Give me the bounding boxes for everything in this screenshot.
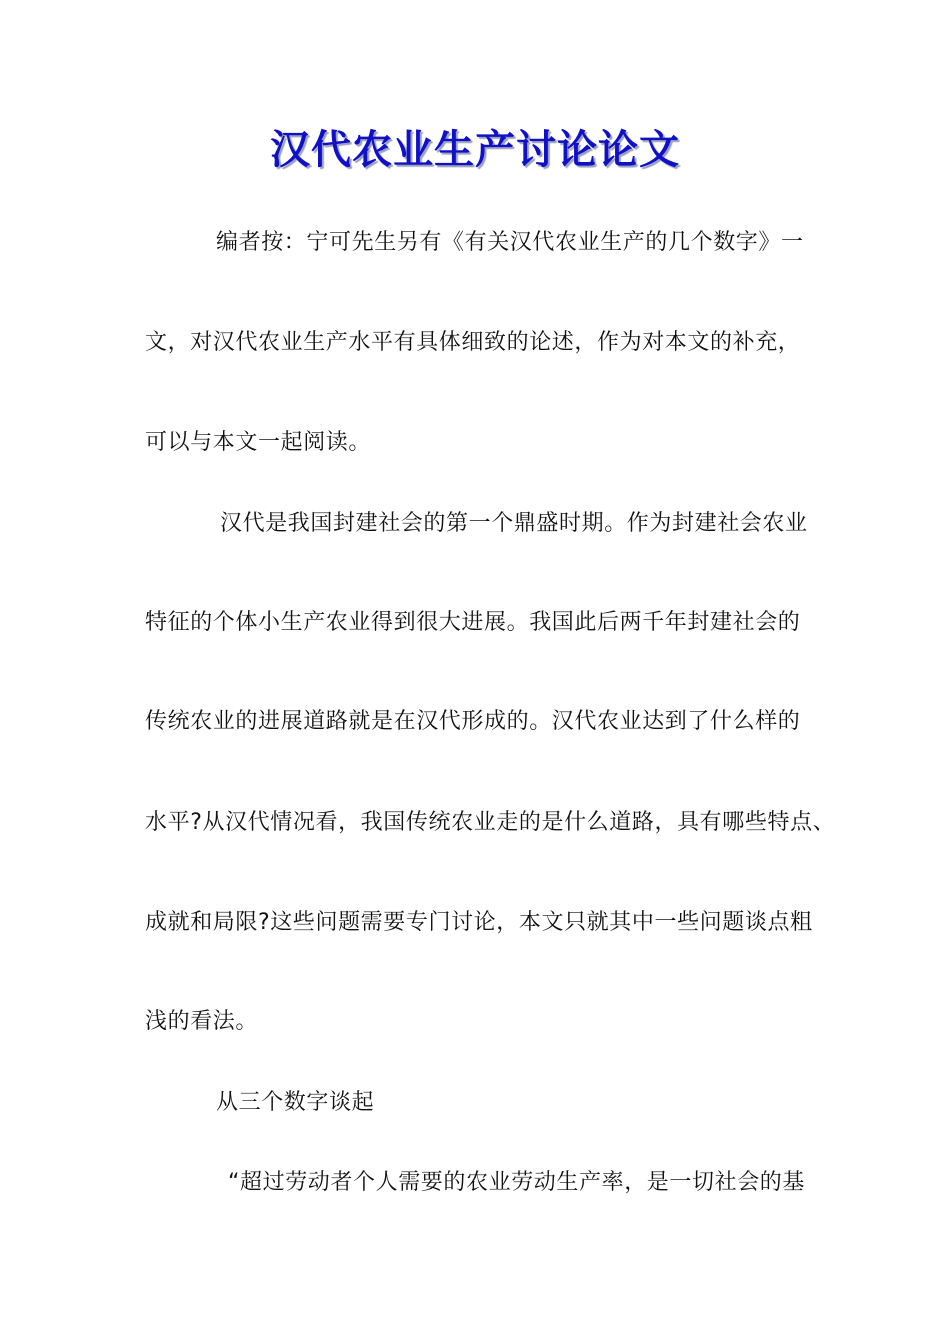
editor-note-line-1: 编者按：宁可先生另有《有关汉代农业生产的几个数字》一 xyxy=(216,230,804,255)
paragraph-line-4: 水平?从汉代情况看，我国传统农业走的是什么道路，具有哪些特点、 xyxy=(145,810,836,835)
paragraph-line-2: 特征的个体小生产农业得到很大进展。我国此后两千年封建社会的 xyxy=(145,610,801,635)
editor-note-line-3: 可以与本文一起阅读。 xyxy=(145,430,372,455)
paragraph-line-1: 汉代是我国封建社会的第一个鼎盛时期。作为封建社会农业 xyxy=(220,511,808,536)
section-heading: 从三个数字谈起 xyxy=(216,1090,375,1115)
paragraph-line-5: 成就和局限?这些问题需要专门讨论，本文只就其中一些问题谈点粗 xyxy=(145,910,813,935)
quote-line-1: “超过劳动者个人需要的农业劳动生产率，是一切社会的基 xyxy=(228,1170,805,1195)
paragraph-line-3: 传统农业的进展道路就是在汉代形成的。汉代农业达到了什么样的 xyxy=(145,709,801,734)
editor-note-line-2: 文，对汉代农业生产水平有具体细致的论述，作为对本文的补充， xyxy=(145,330,801,355)
paragraph-line-6: 浅的看法。 xyxy=(145,1009,259,1034)
document-title: 汉代农业生产讨论论文 xyxy=(270,126,680,173)
